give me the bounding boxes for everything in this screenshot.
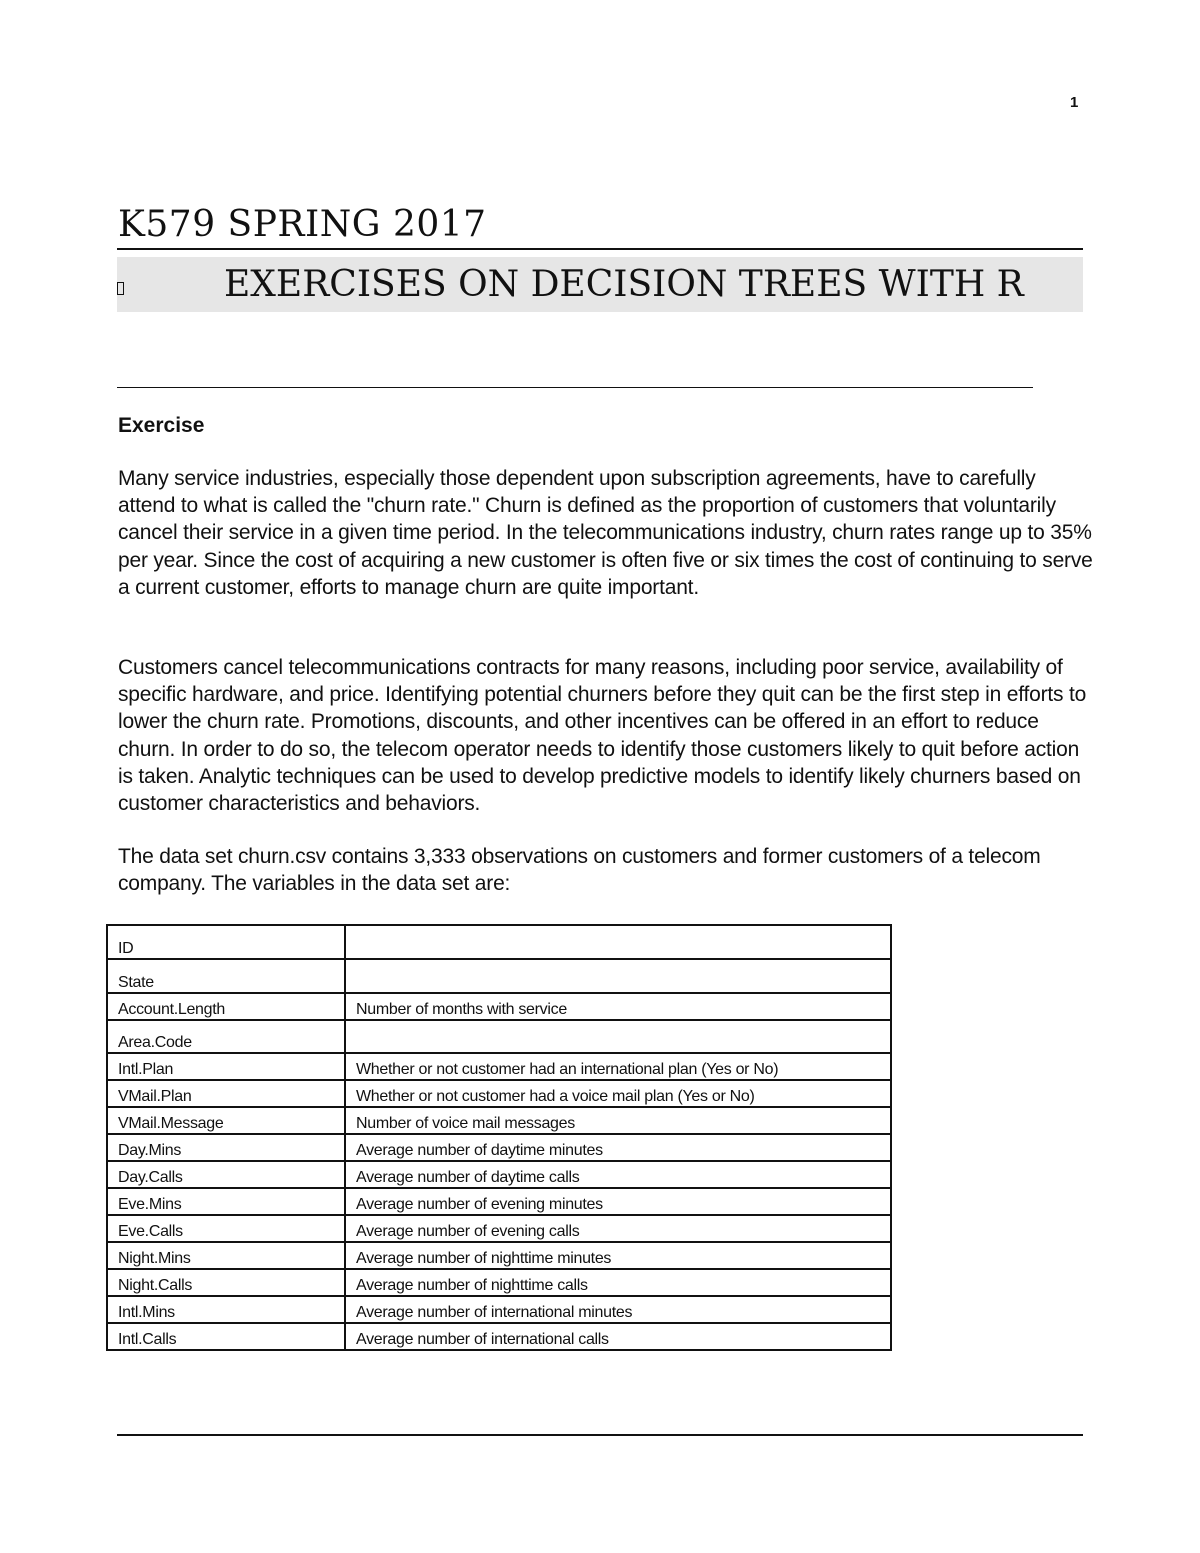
variable-name: Eve.Mins bbox=[107, 1188, 345, 1215]
footer-divider bbox=[117, 1434, 1083, 1436]
table-row bbox=[107, 1080, 891, 1107]
variable-name: Area.Code bbox=[107, 1020, 345, 1053]
variable-name: ID bbox=[107, 925, 345, 959]
variable-description bbox=[345, 1020, 891, 1053]
variable-name: Eve.Calls bbox=[107, 1215, 345, 1242]
table-row bbox=[107, 1323, 891, 1350]
table-row bbox=[107, 1188, 891, 1215]
paragraph-churn-reasons: Customers cancel telecommunications contracts for many reasons, including poor service, availability of specific hardware, and price. Identifying potential churners before they quit can be the first step in efforts to lower the churn rate. Promotions, discounts, and other incentives can be offered in an effort to reduce churn. In order to do so, the telecom operator needs to identify those customers likely to quit before action is taken. Analytic techniques can be used to develop predictive models to identify likely churners based on customer characteristics and behaviors. bbox=[118, 656, 1087, 816]
variable-description: Average number of nighttime calls bbox=[345, 1269, 891, 1296]
table-row bbox=[107, 959, 891, 993]
variable-description: Whether or not customer had an international plan (Yes or No) bbox=[345, 1053, 891, 1080]
section-divider bbox=[117, 387, 1033, 388]
variable-description: Average number of international calls bbox=[345, 1323, 891, 1350]
variable-description bbox=[345, 925, 891, 959]
paragraph-churn-intro: Many service industries, especially those dependent upon subscription agreements, have to carefully attend to what is called the "churn rate." Churn is defined as the proportion of customers that voluntarily cancel their service in a given time period. In the telecommunications industry, churn rates range up to 35% per year. Since the cost of acquiring a new customer is often five or six times the cost of continuing to serve a current customer, efforts to manage churn are quite important. bbox=[118, 467, 1093, 599]
table-row bbox=[107, 1053, 891, 1080]
table-row bbox=[107, 993, 891, 1020]
variable-description: Average number of evening calls bbox=[345, 1215, 891, 1242]
variable-description: Average number of daytime calls bbox=[345, 1161, 891, 1188]
table-row bbox=[107, 1107, 891, 1134]
table-row bbox=[107, 1161, 891, 1188]
table-row bbox=[107, 1242, 891, 1269]
variable-name: Day.Calls bbox=[107, 1161, 345, 1188]
variable-name: Intl.Mins bbox=[107, 1296, 345, 1323]
variable-description: Number of months with service bbox=[345, 993, 891, 1020]
variable-name: VMail.Plan bbox=[107, 1080, 345, 1107]
table-row bbox=[107, 1296, 891, 1323]
variable-name: Night.Mins bbox=[107, 1242, 345, 1269]
table-row bbox=[107, 1215, 891, 1242]
title-divider bbox=[117, 248, 1083, 250]
variable-description: Number of voice mail messages bbox=[345, 1107, 891, 1134]
variable-description bbox=[345, 959, 891, 993]
table-row bbox=[107, 1269, 891, 1296]
table-row bbox=[107, 1020, 891, 1053]
variable-name: Day.Mins bbox=[107, 1134, 345, 1161]
page-number: 1 bbox=[1070, 94, 1079, 111]
variable-name: Intl.Plan bbox=[107, 1053, 345, 1080]
document-subtitle: EXERCISES ON DECISION TREES WITH R bbox=[224, 264, 1024, 305]
variables-table bbox=[106, 924, 892, 1351]
variable-description: Average number of nighttime minutes bbox=[345, 1242, 891, 1269]
variable-description: Whether or not customer had a voice mail plan (Yes or No) bbox=[345, 1080, 891, 1107]
variable-description: Average number of international minutes bbox=[345, 1296, 891, 1323]
variable-name: Account.Length bbox=[107, 993, 345, 1020]
variable-name: Night.Calls bbox=[107, 1269, 345, 1296]
subtitle-banner bbox=[117, 257, 1083, 312]
table-row bbox=[107, 1134, 891, 1161]
variable-name: Intl.Calls bbox=[107, 1323, 345, 1350]
paragraph-data-set: The data set churn.csv contains 3,333 observations on customers and former customers of a telecom company. The variables in the data set are: bbox=[118, 845, 1041, 896]
table-row bbox=[107, 925, 891, 959]
course-title: K579 SPRING 2017 bbox=[118, 204, 487, 245]
variable-description: Average number of daytime minutes bbox=[345, 1134, 891, 1161]
variable-name: State bbox=[107, 959, 345, 993]
exercise-heading: Exercise bbox=[118, 414, 205, 437]
variable-name: VMail.Message bbox=[107, 1107, 345, 1134]
missing-glyph-icon bbox=[117, 282, 124, 295]
variable-description: Average number of evening minutes bbox=[345, 1188, 891, 1215]
